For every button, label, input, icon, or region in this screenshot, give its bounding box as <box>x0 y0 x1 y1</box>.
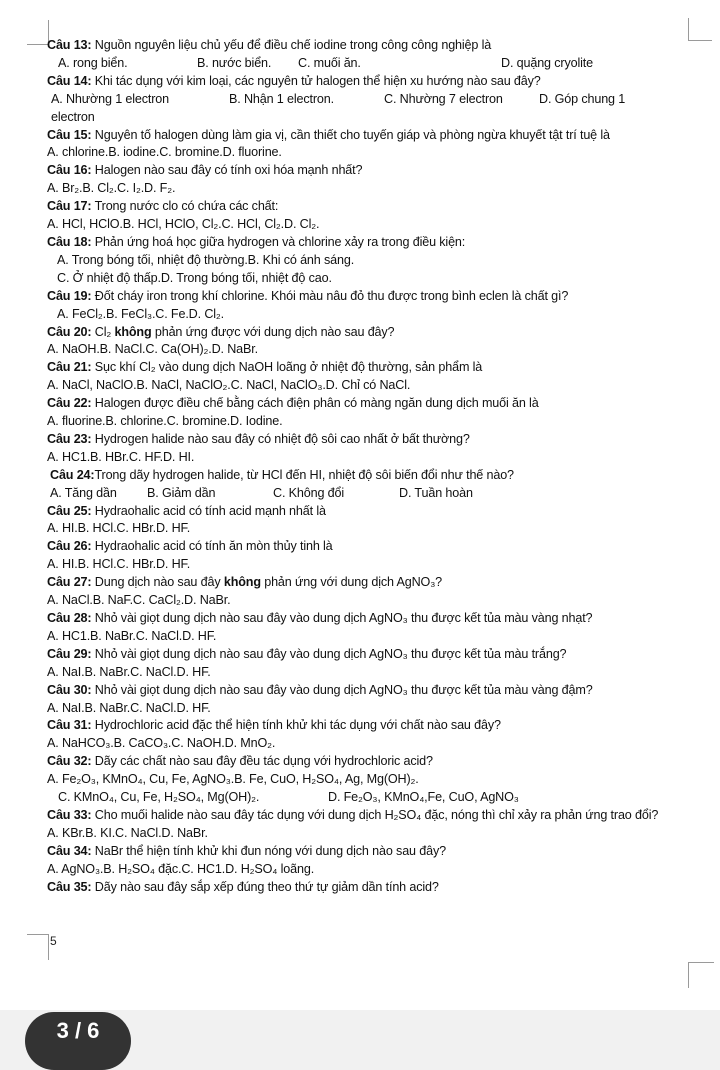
answer-options: A. NaI.B. NaBr.C. NaCl.D. HF. <box>47 700 211 715</box>
answer-options: A. fluorine.B. chlorine.C. bromine.D. Iodine. <box>47 414 283 429</box>
answer-options: A. chlorine.B. iodine.C. bromine.D. fluorine. <box>47 145 282 160</box>
question-text: Halogen nào sau đây có tính oxi hóa mạnh nhất? <box>91 163 363 178</box>
crop-mark-bottom-right-h <box>688 962 714 963</box>
question-25 <box>47 503 687 521</box>
question-13 <box>47 37 687 55</box>
option-d: D. quặng cryolite <box>501 55 593 70</box>
answer-options <box>47 55 687 73</box>
answer-options <box>47 91 687 109</box>
answer-options <box>47 485 687 503</box>
question-text: Hydraohalic acid có tính ăn mòn thủy tinh là <box>91 539 333 554</box>
option-c: C. muối ăn. <box>298 55 361 70</box>
crop-mark-top-right-h <box>688 40 712 41</box>
option-b: B. nước biển. <box>197 55 272 70</box>
question-label: Câu 30: <box>47 682 92 697</box>
option-c: C. KMnO₄, Cu, Fe, H₂SO₄, Mg(OH)₂. <box>58 790 260 805</box>
question-text: Khi tác dụng với kim loại, các nguyên tử halogen thể hiện xu hướng nào sau đây? <box>91 73 541 88</box>
question-34 <box>47 843 687 861</box>
question-label: Câu 26: <box>47 539 92 554</box>
question-26 <box>47 538 687 556</box>
question-label: Câu 34: <box>47 843 92 858</box>
question-text: Dãy nào sau đây sắp xếp đúng theo thứ tự giảm dần tính acid? <box>91 879 439 894</box>
question-label: Câu 25: <box>47 503 92 518</box>
question-35 <box>47 879 687 897</box>
answer-options: C. Ở nhiệt độ thấp.D. Trong bóng tối, nhiệt độ cao. <box>57 270 332 285</box>
question-17 <box>47 198 687 216</box>
question-text: phản ứng với dung dịch AgNO₃? <box>260 575 443 590</box>
question-label: Câu 29: <box>47 646 92 661</box>
answer-options: A. HC1.B. HBr.C. HF.D. HI. <box>47 449 195 464</box>
page-number: 5 <box>50 934 57 948</box>
question-label: Câu 16: <box>47 163 92 178</box>
answer-options: A. FeCl₂.B. FeCl₃.C. Fe.D. Cl₂. <box>57 306 225 321</box>
question-label: Câu 24: <box>50 467 95 482</box>
answer-options: A. Fe₂O₃, KMnO₄, Cu, Fe, AgNO₃.B. Fe, CuO, H₂SO₄, Ag, Mg(OH)₂. <box>47 772 419 787</box>
question-text: Nhỏ vài giọt dung dịch nào sau đây vào dung dịch AgNO₃ thu được kết tủa màu vàng nhạt? <box>91 611 593 625</box>
crop-mark-bottom-right-v <box>688 962 689 988</box>
option-c: C. Nhường 7 electron <box>384 91 503 106</box>
answer-options: A. AgNO₃.B. H₂SO₄ đặc.C. HC1.D. H₂SO₄ loãng. <box>47 861 315 876</box>
answer-options: A. Trong bóng tối, nhiệt độ thường.B. Khi có ánh sáng. <box>57 252 355 267</box>
question-28 <box>47 610 687 628</box>
question-label: Câu 18: <box>47 234 92 249</box>
question-label: Câu 20: <box>47 324 92 339</box>
question-text: phản ứng được với dung dịch nào sau đây? <box>151 324 395 339</box>
question-label: Câu 21: <box>47 360 92 375</box>
question-label: Câu 28: <box>47 611 92 625</box>
question-text: Nhỏ vài giọt dung dịch nào sau đây vào dung dịch AgNO₃ thu được kết tủa màu vàng đậm? <box>91 682 593 697</box>
question-16 <box>47 162 687 180</box>
option-a: A. rong biển. <box>58 55 128 70</box>
question-label: Câu 14: <box>47 73 92 88</box>
question-18 <box>47 234 687 252</box>
answer-options: A. HI.B. HCl.C. HBr.D. HF. <box>47 521 191 536</box>
crop-mark-bottom-left-h <box>27 934 49 935</box>
question-text: Halogen được điều chế bằng cách điện phân có màng ngăn dung dịch muối ăn là <box>91 396 539 411</box>
question-text: Sục khí Cl₂ vào dung dịch NaOH loãng ở nhiệt độ thường, sản phẩm là <box>91 360 483 375</box>
question-text: Trong dãy hydrogen halide, từ HCl đến HI, nhiệt độ sôi biến đổi như thế nào? <box>94 467 514 482</box>
answer-options: A. NaCl, NaClO.B. NaCl, NaClO₂.C. NaCl, NaClO₃.D. Chỉ có NaCl. <box>47 378 411 393</box>
question-text: Hydraohalic acid có tính acid mạnh nhất là <box>91 503 326 518</box>
answer-options: A. NaHCO₃.B. CaCO₃.C. NaOH.D. MnO₂. <box>47 736 276 751</box>
option-b: B. Giảm dần <box>147 485 216 500</box>
question-19 <box>47 288 687 306</box>
question-label: Câu 33: <box>47 807 92 822</box>
question-text: Trong nước clo có chứa các chất: <box>91 199 279 214</box>
answer-options: A. HC1.B. NaBr.C. NaCl.D. HF. <box>47 628 217 643</box>
question-label: Câu 19: <box>47 288 92 303</box>
answer-options: A. HI.B. HCl.C. HBr.D. HF. <box>47 557 191 572</box>
question-text: Dung dịch nào sau đây <box>91 575 224 590</box>
option-continuation: electron <box>51 109 95 124</box>
answer-options <box>47 789 687 807</box>
question-21 <box>47 359 687 377</box>
question-label: Câu 23: <box>47 431 92 446</box>
question-label: Câu 22: <box>47 396 92 411</box>
question-23 <box>47 431 687 449</box>
crop-mark-bottom-left-v <box>48 934 49 960</box>
option-a: A. Tăng dần <box>50 485 117 500</box>
question-text: NaBr thể hiện tính khử khi đun nóng với dung dịch nào sau đây? <box>91 843 446 858</box>
question-22 <box>47 395 687 413</box>
question-14 <box>47 73 687 91</box>
question-text: Nguyên tố halogen dùng làm gia vị, cần thiết cho tuyến giáp và phòng ngừa khuyết tật trí tuệ là <box>91 127 610 142</box>
question-33 <box>47 807 687 825</box>
option-d: D. Tuần hoàn <box>399 485 473 500</box>
answer-options: A. HCl, HClO.B. HCl, HClO, Cl₂.C. HCl, Cl₂.D. Cl₂. <box>47 217 320 232</box>
question-label: Câu 15: <box>47 127 92 142</box>
answer-options: A. NaCl.B. NaF.C. CaCl₂.D. NaBr. <box>47 593 231 608</box>
question-29 <box>47 646 687 664</box>
question-text: Phản ứng hoá học giữa hydrogen và chlorine xảy ra trong điều kiện: <box>91 234 466 249</box>
option-b: B. Nhận 1 electron. <box>229 91 334 106</box>
question-text: Dãy các chất nào sau đây đều tác dụng với hydrochloric acid? <box>91 754 433 769</box>
question-label: Câu 32: <box>47 754 92 769</box>
question-text: Hydrochloric acid đặc thể hiện tính khử khi tác dụng với chất nào sau đây? <box>91 718 501 733</box>
question-label: Câu 27: <box>47 575 92 590</box>
question-15 <box>47 127 687 145</box>
question-27 <box>47 574 687 592</box>
option-d: D. Fe₂O₃, KMnO₄,Fe, CuO, AgNO₃ <box>328 790 519 805</box>
question-emphasis: không <box>223 575 261 590</box>
question-text: Cho muối halide nào sau đây tác dụng với dung dịch H₂SO₄ đặc, nóng thì chỉ xảy ra phản ứng trao đổi? <box>91 807 659 822</box>
question-24 <box>47 467 687 485</box>
answer-options: A. Br₂.B. Cl₂.C. I₂.D. F₂. <box>47 181 176 196</box>
question-list <box>47 37 687 897</box>
question-text: Nhỏ vài giọt dung dịch nào sau đây vào dung dịch AgNO₃ thu được kết tủa màu trắng? <box>91 646 567 661</box>
question-emphasis: không <box>114 324 152 339</box>
crop-mark-top-right-v <box>688 18 689 40</box>
option-c: C. Không đổi <box>273 485 345 500</box>
question-label: Câu 17: <box>47 199 92 214</box>
question-label: Câu 35: <box>47 879 92 894</box>
question-20 <box>47 324 687 342</box>
question-text: Nguồn nguyên liệu chủ yếu để điều chế iodine trong công công nghiệp là <box>91 38 492 52</box>
answer-options: A. NaOH.B. NaCl.C. Ca(OH)₂.D. NaBr. <box>47 342 258 357</box>
question-text: Đốt cháy iron trong khí chlorine. Khói màu nâu đỏ thu được trong bình eclen là chất gì? <box>91 288 569 303</box>
question-text: Hydrogen halide nào sau đây có nhiệt độ sôi cao nhất ở bất thường? <box>91 431 470 446</box>
option-a: A. Nhường 1 electron <box>51 91 169 106</box>
question-30 <box>47 682 687 700</box>
answer-options: A. KBr.B. KI.C. NaCl.D. NaBr. <box>47 825 208 840</box>
option-d: D. Góp chung 1 <box>539 91 626 106</box>
question-label: Câu 31: <box>47 718 92 733</box>
answer-options: A. NaI.B. NaBr.C. NaCl.D. HF. <box>47 664 211 679</box>
question-31 <box>47 717 687 735</box>
question-label: Câu 13: <box>47 38 92 52</box>
question-32 <box>47 753 687 771</box>
crop-mark-top-left-h <box>27 44 49 45</box>
question-text: Cl₂ <box>91 324 115 339</box>
page-indicator: 3 / 6 <box>25 1012 131 1070</box>
